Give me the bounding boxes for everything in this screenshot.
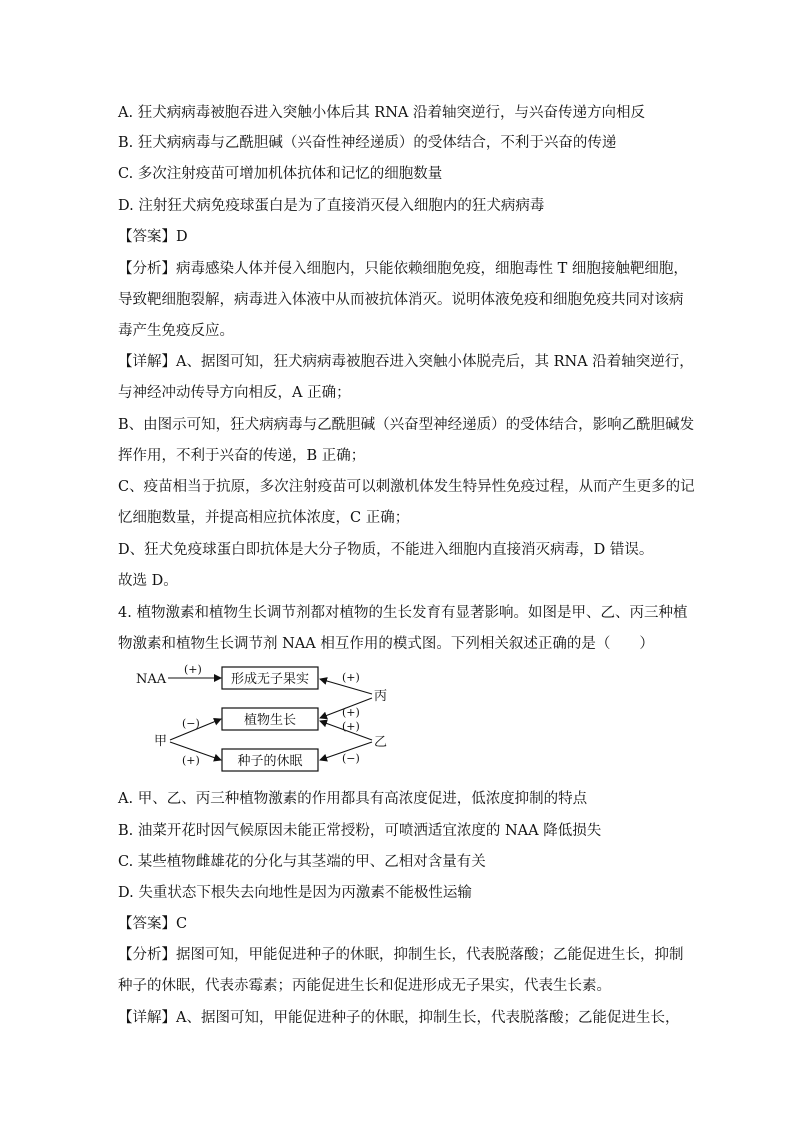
q4-option-c: C. 某些植物雌雄花的分化与其茎端的甲、乙相对含量有关 [118,854,486,870]
box-seedless-fruit-label: 形成无子果实 [230,672,310,687]
sign-yi-dormancy: (−) [342,752,360,765]
sign-bing-growth: (+) [342,706,360,719]
explanation-line: 忆细胞数量，并提高相应抗体浓度，C 正确； [118,510,410,526]
analysis-line: 毒产生免疫反应。 [118,323,234,339]
q4-option-a: A. 甲、乙、丙三种植物激素的作用都具有高浓度促进，低浓度抑制的特点 [118,791,588,807]
explanation-line: D、狂犬免疫球蛋白即抗体是大分子物质，不能进入细胞内直接消灭病毒，D 错误。 [118,542,654,558]
hormone-interaction-diagram [130,660,400,778]
sign-jia-dormancy: (+) [182,754,200,767]
explanation-line: C、疫苗相当于抗原，多次注射疫苗可以刺激机体发生特异性免疫过程，从而产生更多的记 [118,479,695,495]
question-4-stem: 4. 植物激素和植物生长调节剂都对植物的生长发育有显著影响。如图是甲、乙、丙三种植 [118,605,688,621]
explanation-line: B、由图示可知，狂犬病病毒与乙酰胆碱（兴奋型神经递质）的受体结合，影响乙酰胆碱发 [118,417,695,433]
option-a: A. 狂犬病病毒被胞吞进入突触小体后其 RNA 沿着轴突逆行，与兴奋传递方向相反 [118,105,645,121]
label-bing: 丙 [374,689,388,704]
sign-bing-fruit: (+) [342,671,360,684]
sign-yi-growth: (+) [342,720,360,733]
q4-answer: 【答案】C [118,916,188,932]
option-c: C. 多次注射疫苗可增加机体抗体和记忆的细胞数量 [118,166,443,182]
answer-line: 【答案】D [118,229,188,245]
q4-analysis-line: 【分析】据图可知，甲能促进种子的休眠，抑制生长，代表脱落酸；乙能促进生长，抑制 [118,947,684,963]
q4-explanation-line: 【详解】A、据图可知，甲能促进种子的休眠，抑制生长，代表脱落酸；乙能促进生长， [118,1010,680,1026]
q4-analysis-line: 种子的休眠，代表赤霉素；丙能促进生长和促进形成无子果实，代表生长素。 [118,978,611,994]
option-b: B. 狂犬病病毒与乙酰胆碱（兴奋性神经递质）的受体结合，不利于兴奋的传递 [118,135,617,151]
explanation-line: 挥作用，不利于兴奋的传递，B 正确； [118,448,366,464]
explanation-line: 【详解】A、据图可知，狂犬病病毒被胞吞进入突触小体脱壳后，其 RNA 沿着轴突逆行， [118,354,694,370]
sign-naa-fruit: (+) [184,663,202,676]
q4-option-b: B. 油菜开花时因气候原因未能正常授粉，可喷洒适宜浓度的 NAA 降低损失 [118,823,602,839]
q4-option-d: D. 失重状态下根失去向地性是因为丙激素不能极性运输 [118,885,472,901]
label-jia: 甲 [154,734,168,749]
question-4-stem: 物激素和植物生长调节剂 NAA 相互作用的模式图。下列相关叙述正确的是（ ） [118,636,654,652]
label-naa: NAA [136,672,167,687]
box-seed-dormancy-label: 种子的休眠 [237,754,303,769]
box-plant-growth-label: 植物生长 [243,713,297,728]
sign-jia-growth: (−) [182,717,200,730]
option-d: D. 注射狂犬病免疫球蛋白是为了直接消灭侵入细胞内的狂犬病病毒 [118,198,545,214]
conclusion-line: 故选 D。 [118,573,178,589]
analysis-line: 【分析】病毒感染人体并侵入细胞内，只能依赖细胞免疫，细胞毒性 T 细胞接触靶细胞， [118,261,688,277]
analysis-line: 导致靶细胞裂解，病毒进入体液中从而被抗体消灭。说明体液免疫和细胞免疫共同对该病 [118,292,684,308]
label-yi: 乙 [374,735,388,750]
explanation-line: 与神经冲动传导方向相反，A 正确； [118,385,351,401]
